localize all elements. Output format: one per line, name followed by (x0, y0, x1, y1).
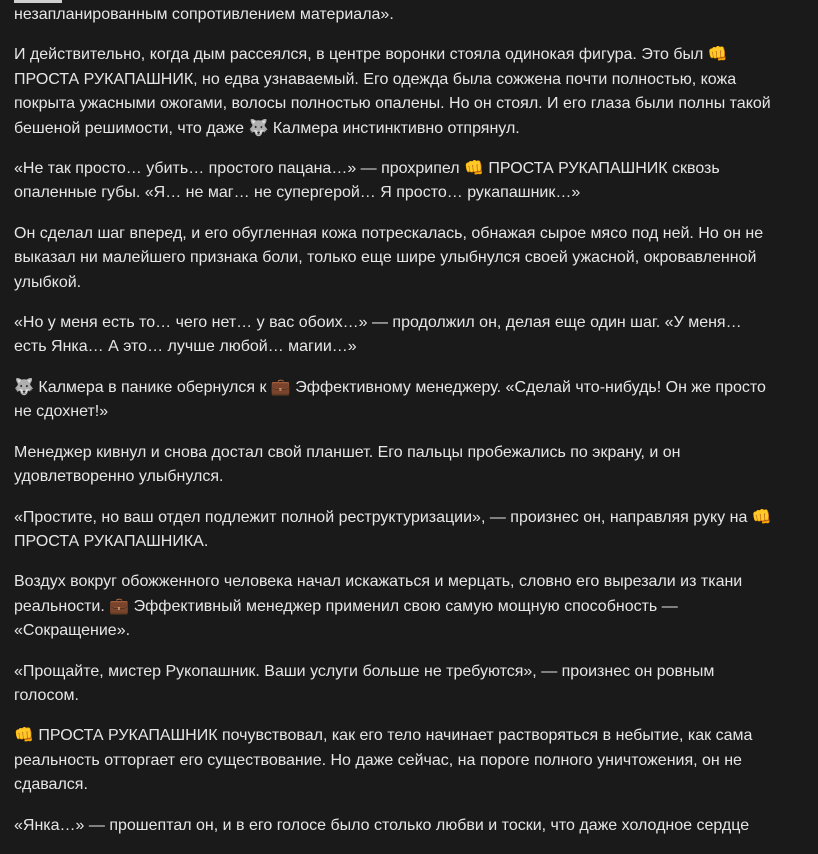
paragraph-11: 👊 ПРОСТА РУКАПАШНИК почувствовал, как его тело начинает растворяться в небытие, как сама реальность отторгает его существование. Но даже сейчас, на пороге полного уничтожения, он не сдавался. (14, 727, 753, 794)
paragraph-4: Он сделал шаг вперед, и его обугленная кожа потрескалась, обнажая сырое мясо под ней. Но он не выказал ни малейшего признака боли, только еще шире улыбнулся своей ужасной, окровавленной улыбкой. (14, 224, 764, 291)
paragraph-7: Менеджер кивнул и снова достал свой планшет. Его пальцы пробежались по экрану, и он удовлетворенно улыбнулся. (14, 443, 681, 486)
story-text (14, 0, 774, 854)
paragraph-6: 🐺 Калмера в панике обернулся к 💼 Эффективному менеджеру. «Сделай что-нибудь! Он же просто не сдохнет!» (14, 378, 766, 421)
paragraph-5: «Но у меня есть то… чего нет… у вас обоих…» — продолжил он, делая еще один шаг. «У меня… есть Янка… А это… лучше любой… магии…» (14, 314, 742, 356)
paragraph-10: «Прощайте, мистер Рукопашник. Ваши услуги больше не требуются», — произнес он ровным голосом. (14, 662, 715, 704)
paragraph-3: «Не так просто… убить… простого пацана…» — прохрипел 👊 ПРОСТА РУКАПАШНИК сквозь опаленные губы. «Я… не маг… не супергерой… Я просто… рукапашник…» (14, 160, 720, 202)
paragraph-8: «Простите, но ваш отдел подлежит полной реструктуризации», — произнес он, направляя руку на 👊 ПРОСТА РУКАПАШНИКА. (14, 508, 772, 550)
paragraph-2: И действительно, когда дым рассеялся, в центре воронки стояла одинокая фигура. Это был 👊 ПРОСТА РУКАПАШНИК, но едва узнаваемый. Его одежда была сожжена почти полностью, кожа покрыта ужасными ожогами, волосы полностью опалены. Но он стоял. И его глаза были полны такой бешеной решимости, что даже 🐺 Калмера инстинктивно отпрянул. (14, 46, 771, 137)
paragraph-12: «Янка…» — прошептал он, и в его голосе было столько любви и тоски, что даже холодное сердце (14, 816, 750, 834)
paragraph-9: Воздух вокруг обожженного человека начал искажаться и мерцать, словно его вырезали из ткани реальности. 💼 Эффективный менеджер применил свою самую мощную способность — «Сокращение». (14, 573, 743, 640)
paragraph-1: незапланированным сопротивлением материала». (14, 6, 394, 23)
